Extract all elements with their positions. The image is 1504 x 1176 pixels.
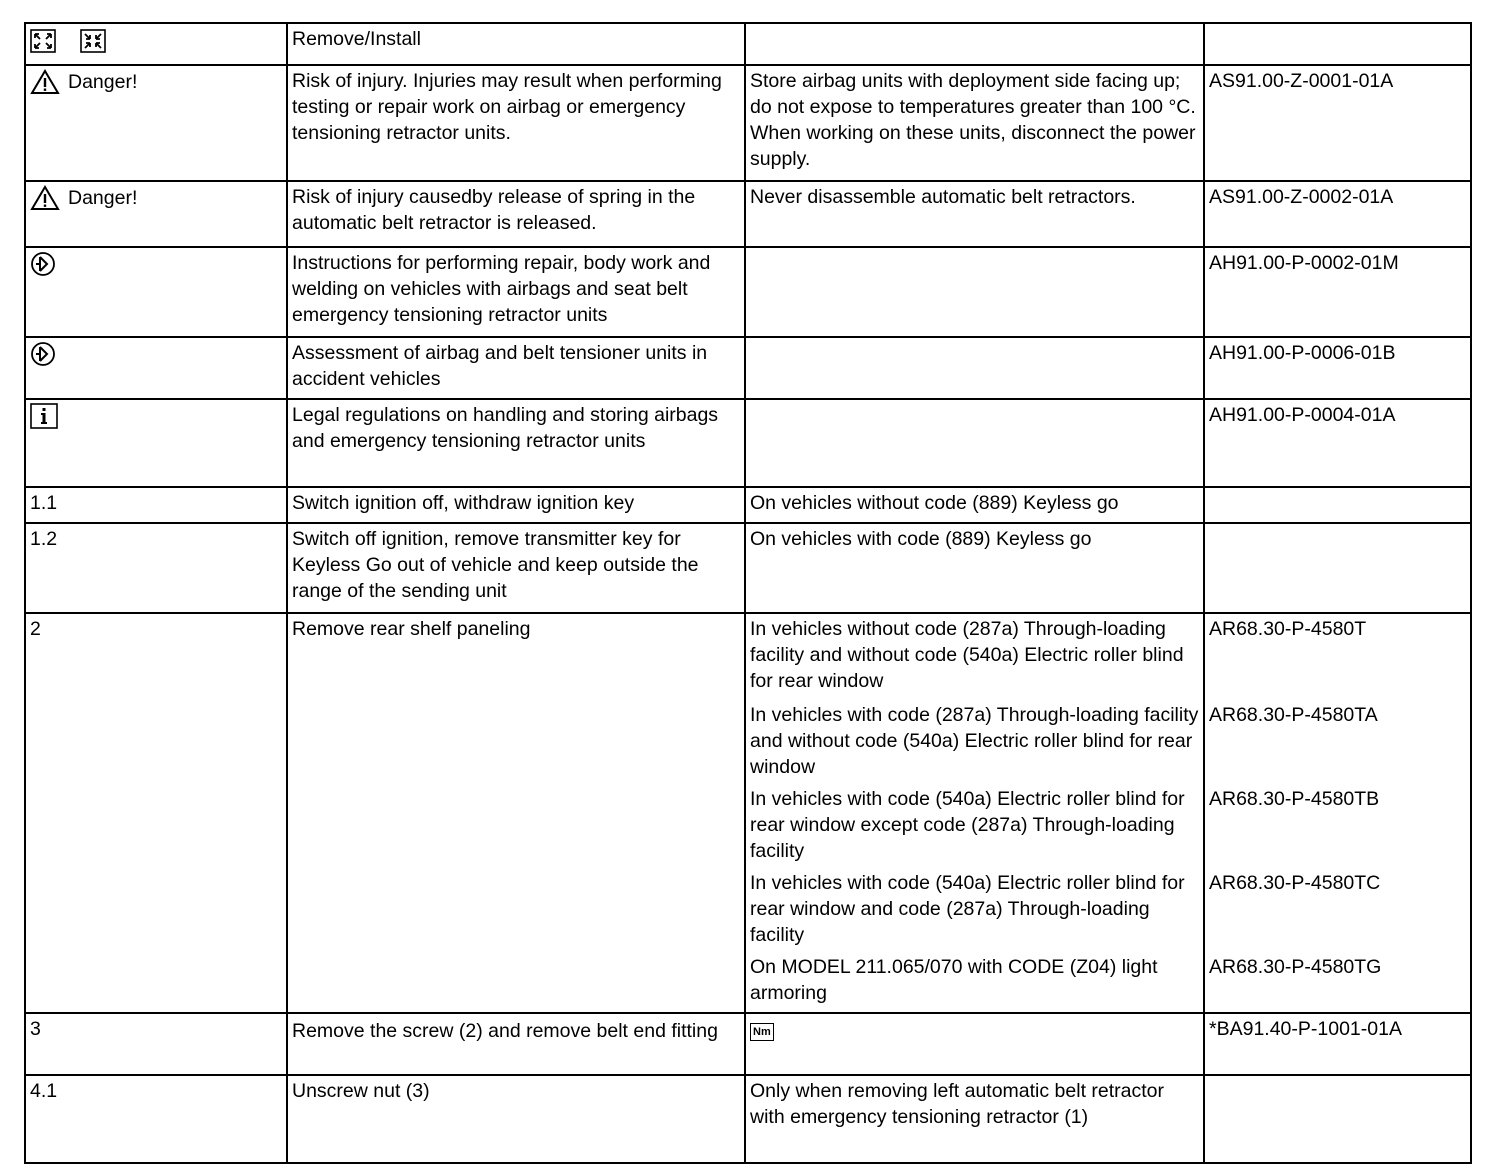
sub-note: In vehicles without code (287a) Through-loading facility and without code (540a) Electric roller blind for rear window [750,618,1184,692]
remove-install-arrows-in-icon [80,29,106,53]
sub-note: In vehicles with code (540a) Electric roller blind for rear window and code (287a) Through-loading facility [750,872,1185,946]
warning-triangle-icon [30,69,60,95]
table-row [25,523,1471,613]
table-row [25,613,1471,1013]
sub-ref: AR68.30-P-4580TG [1209,956,1382,978]
step-ref: AH91.00-P-0004-01A [1204,399,1471,487]
sub-ref: AR68.30-P-4580TB [1209,788,1380,810]
step-text: Instructions for performing repair, body work and welding on vehicles with airbags and seat belt emergency tensioning retractor units [287,247,745,337]
sub-note: On MODEL 211.065/070 with CODE (Z04) light armoring [750,956,1158,1004]
step-number: 1.2 [25,523,287,613]
step-ref: AS91.00-Z-0002-01A [1204,181,1471,247]
step-ref [1204,487,1471,523]
step-number: 2 [25,613,287,1013]
step-text: Remove rear shelf paneling [287,613,745,1013]
header-symbols-cell [25,23,287,65]
step-text: Switch ignition off, withdraw ignition key [287,487,745,523]
step-note: On vehicles with code (889) Keyless go [745,523,1204,613]
step-label: Danger! [68,70,138,93]
sub-ref: AR68.30-P-4580T [1209,618,1367,640]
step-text: Unscrew nut (3) [287,1075,745,1163]
step-note [745,247,1204,337]
step-note [745,399,1204,487]
sub-note: In vehicles with code (540a) Electric roller blind for rear window except code (287a) Through-loading facility [750,788,1185,862]
step-number: 3 [25,1013,287,1075]
step-note: Never disassemble automatic belt retractors. [745,181,1204,247]
table-row [25,181,1471,247]
step-ref: AH91.00-P-0002-01M [1204,247,1471,337]
remove-install-arrows-out-icon [30,29,56,53]
note-arrow-circle-icon [30,341,56,367]
sub-note: In vehicles with code (287a) Through-loading facility and without code (540a) Electric roller blind for rear window [750,704,1199,778]
step-ref-list [1204,613,1471,1013]
step-cell [25,181,287,247]
step-cell [25,247,287,337]
table-row [25,399,1471,487]
table-row [25,1075,1471,1163]
table-row [25,487,1471,523]
step-cell [25,337,287,399]
header-row [25,23,1471,65]
step-cell [25,399,287,487]
step-text: Switch off ignition, remove transmitter key for Keyless Go out of vehicle and keep outside the range of the sending unit [287,523,745,613]
step-ref [1204,1075,1471,1163]
torque-nm-icon[interactable]: Nm [750,1023,774,1041]
step-text: Assessment of airbag and belt tensioner units in accident vehicles [287,337,745,399]
warning-triangle-icon [30,185,60,211]
step-cell [25,65,287,181]
step-note: Only when removing left automatic belt retractor with emergency tensioning retractor (1) [745,1075,1204,1163]
info-box-icon [30,403,58,429]
step-label: Danger! [68,186,138,209]
step-ref: *BA91.40-P-1001-01A [1204,1013,1471,1075]
table-row [25,1013,1471,1075]
header-empty-ref [1204,23,1471,65]
sub-ref: AR68.30-P-4580TC [1209,872,1381,894]
step-text: Risk of injury. Injuries may result when performing testing or repair work on airbag or emergency tensioning retractor units. [287,65,745,181]
step-ref: AH91.00-P-0006-01B [1204,337,1471,399]
step-text: Remove the screw (2) and remove belt end fitting [287,1013,745,1075]
step-ref [1204,523,1471,613]
step-note-list [745,613,1204,1013]
step-number: 1.1 [25,487,287,523]
step-ref: AS91.00-Z-0001-01A [1204,65,1471,181]
table-row [25,65,1471,181]
step-text: Legal regulations on handling and storing airbags and emergency tensioning retractor units [287,399,745,487]
step-number: 4.1 [25,1075,287,1163]
step-note [745,337,1204,399]
step-text: Risk of injury causedby release of spring in the automatic belt retractor is released. [287,181,745,247]
step-note: On vehicles without code (889) Keyless go [745,487,1204,523]
table-row [25,337,1471,399]
header-label: Remove/Install [287,23,745,65]
procedure-table [24,22,1472,1164]
step-note: Store airbag units with deployment side facing up; do not expose to temperatures greater than 100 °C. When working on these units, disconnect the power supply. [745,65,1204,181]
torque-cell [745,1013,1204,1075]
table-row [25,247,1471,337]
sub-ref: AR68.30-P-4580TA [1209,704,1378,726]
note-arrow-circle-icon [30,251,56,277]
header-empty-note [745,23,1204,65]
